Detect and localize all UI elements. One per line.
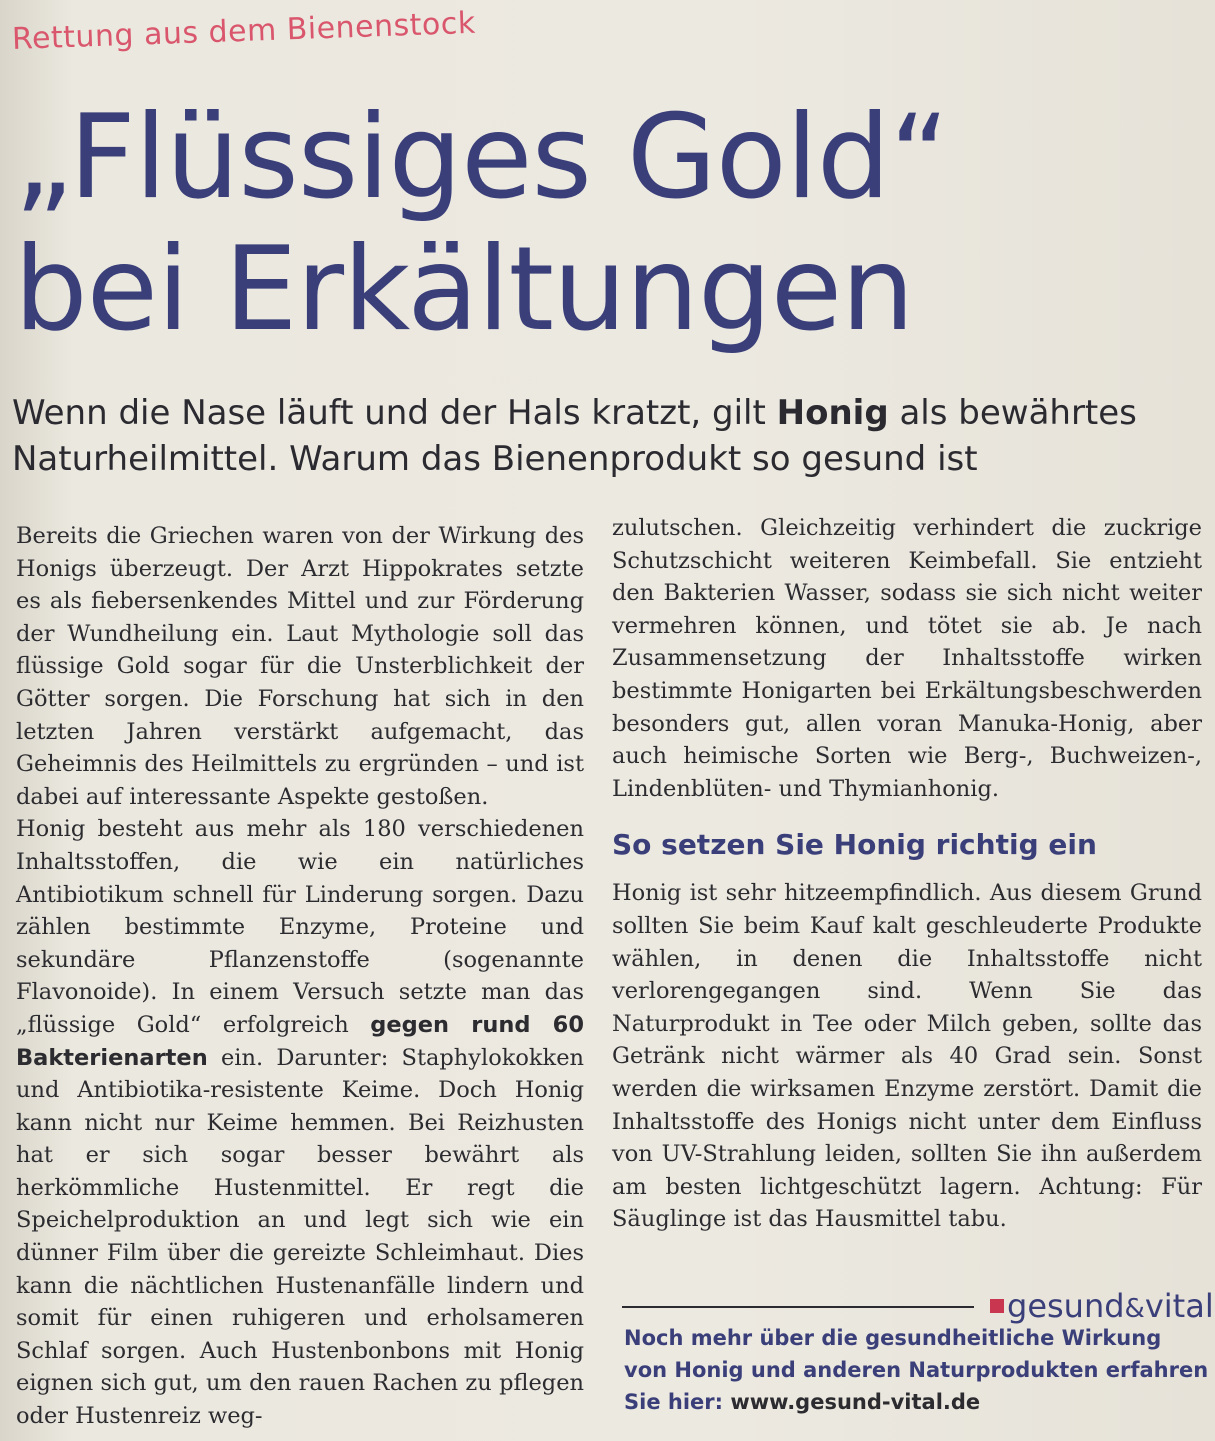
headline bbox=[14, 92, 1194, 356]
brand-name-a: gesund bbox=[1007, 1287, 1125, 1325]
standfirst bbox=[12, 390, 1202, 482]
paragraph-1: Bereits die Griechen waren von der Wirkung des Honigs überzeugt. Der Arzt Hippokrates setzte es als fiebersenkendes Mittel und zur Förderung der Wundheilung ein. Laut Mythologie soll das flüssige Gold sogar für die Unsterblichkeit der Götter sorgen. Die Forschung hat sich in den letzten Jahren verstärkt aufgemacht, das Geheimnis des Heilmittels zu ergründen – und ist dabei auf interessante Aspekte gestoßen. bbox=[16, 523, 584, 810]
paragraph-2-bold: gegen rund 60 Bakterienarten bbox=[16, 1011, 584, 1071]
promo-box bbox=[624, 1322, 1209, 1418]
headline-line-2: bei Erkältungen bbox=[14, 222, 914, 357]
brand-mark-icon bbox=[990, 1299, 1004, 1313]
article-column-right bbox=[612, 512, 1202, 1236]
article-column-left bbox=[16, 520, 584, 1433]
paragraph-2-start: Honig besteht aus mehr als 180 verschiedenen Inhaltsstoffen, die wie ein natürliches Antibiotikum schnell für Linderung sorgen. Dazu zählen bestimmte Enzyme, Proteine und sekundäre Pflanzenstoffe (sogenannte Flavonoide). In einem Versuch setzte man das „flüssige Gold“ erfolgreich bbox=[16, 816, 584, 1038]
paragraph-4: Honig ist sehr hitzeempfindlich. Aus diesem Grund sollten Sie beim Kauf kalt geschleuderte Produkte wählen, in denen die Inhaltsstoffe nicht verlorengegangen sind. Wenn Sie das Naturprodukt in Tee oder Milch geben, sollte das Getränk nicht wärmer als 40 Grad sein. Sonst werden die wirksamen Enzyme zerstört. Damit die Inhaltsstoffe des Honigs nicht unter dem Einfluss von UV-Strahlung leiden, sollten Sie ihn außerdem am besten lichtgeschützt lagern. Achtung: Für Säuglinge ist das Hausmittel tabu. bbox=[612, 880, 1202, 1233]
paragraph-3: zulutschen. Gleichzeitig verhindert die zuckrige Schutzschicht weiteren Keimbefall. Sie entzieht den Bakterien Wasser, sodass sie sich nicht weiter vermehren können, und tötet sie ab. Je nach Zusammensetzung der Inhaltsstoffe wirken bestimmte Honigarten bei Erkältungsbeschwerden besonders gut, allen voran Manuka-Honig, aber auch heimische Sorten wie Berg-, Buchweizen-, Lindenblüten- und Thymianhonig. bbox=[612, 515, 1202, 802]
promo-text: Noch mehr über die gesundheitliche Wirkung von Honig und anderen Naturprodukten erfahren Sie hier: bbox=[624, 1326, 1209, 1414]
paragraph-2-end: ein. Darunter: Staphylokokken und Antibiotika-resistente Keime. Doch Honig kann nicht nur Keime hemmen. Bei Reizhusten hat er sich sogar besser bewährt als herkömmliche Hustenmittel. Er regt die Speichelproduktion an und legt sich wie ein dünner Film über die gereizte Schleimhaut. Dies kann die nächtlichen Hustenanfälle lindern und somit für einen ruhigeren und erholsameren Schlaf sorgen. Auch Hustenbonbons mit Honig eignen sich gut, um den rauen Rachen zu pflegen oder Hustenreiz weg- bbox=[16, 1044, 584, 1430]
paragraph-2 bbox=[16, 813, 584, 1432]
standfirst-bold: Honig bbox=[776, 393, 889, 433]
standfirst-part-2: als bewährtes Naturheilmittel. Warum das Bienenprodukt so gesund ist bbox=[12, 393, 1137, 479]
standfirst-part-1: Wenn die Nase läuft und der Hals kratzt, gilt bbox=[12, 393, 777, 433]
promo-url-link[interactable]: www.gesund-vital.de bbox=[730, 1390, 981, 1414]
brand-ampersand: & bbox=[1124, 1294, 1145, 1324]
kicker: Rettung aus dem Bienenstock bbox=[11, 5, 477, 57]
footer-divider bbox=[622, 1306, 974, 1308]
headline-line-1: „Flüssiges Gold“ bbox=[14, 90, 949, 225]
brand-name-b: vital bbox=[1144, 1287, 1214, 1325]
section-subhead: So setzen Sie Honig richtig ein bbox=[612, 828, 1097, 862]
brand-logo bbox=[990, 1287, 1214, 1325]
